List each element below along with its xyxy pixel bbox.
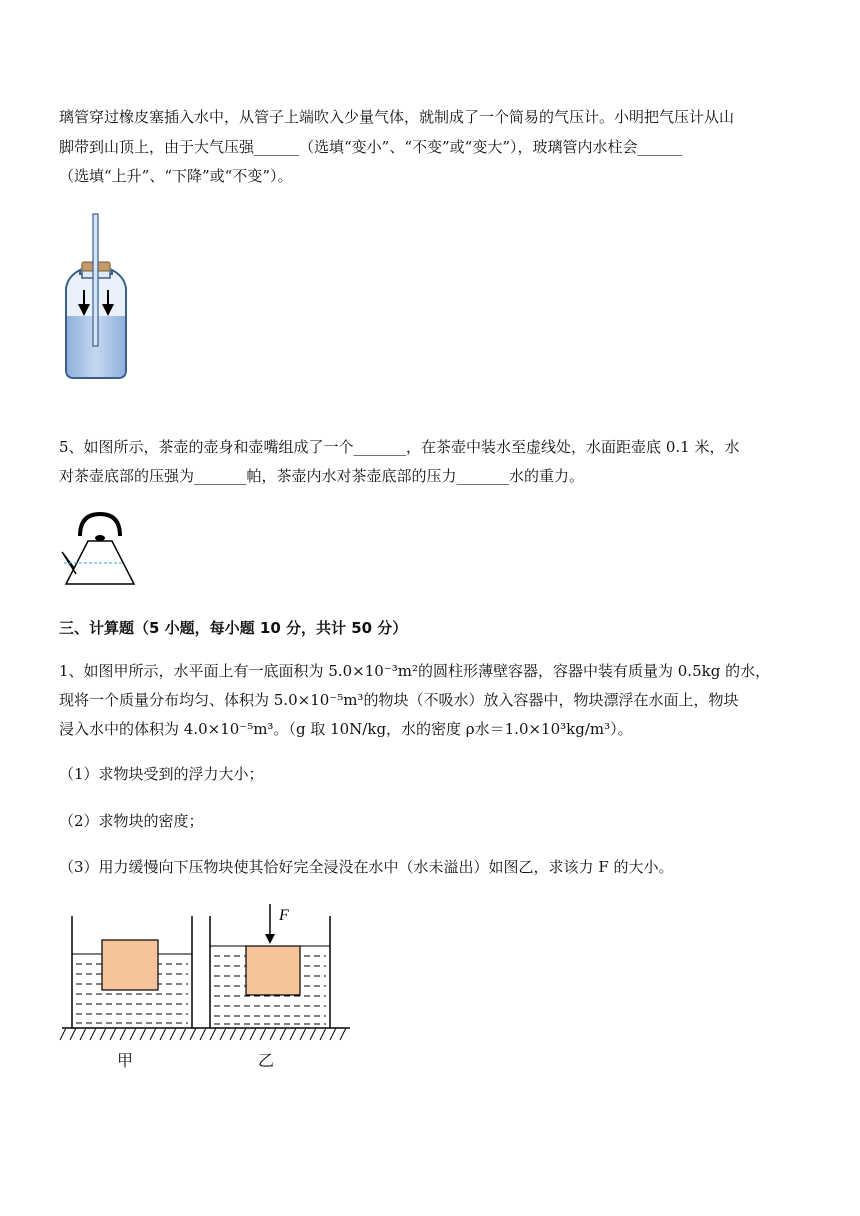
- section-3-heading: 三、计算题（5 小题，每小题 10 分，共计 50 分）: [59, 619, 408, 637]
- floating-block: [102, 940, 158, 990]
- q5-line-2: 对茶壶底部的压强为_______帕，茶壶内水对茶壶底部的压力_______水的重力。: [59, 467, 585, 485]
- calc1-sub-2: （2）求物块的密度；: [59, 812, 204, 830]
- q5-line-1: 5、如图所示，茶壶的壶身和壶嘴组成了一个_______，在茶壶中装水至虚线处，水面距壶底 0.1 米，水: [59, 438, 740, 456]
- calc1-line-1: 1、如图甲所示，水平面上有一底面积为 5.0×10⁻³m²的圆柱形薄壁容器，容器中装有质量为 0.5kg 的水，: [59, 662, 771, 680]
- q4-line-3: （选填“上升”、“下降”或“不变”）。: [59, 167, 293, 185]
- container-jia: [72, 916, 192, 1028]
- calc1-sub-1: （1）求物块受到的浮力大小；: [59, 765, 264, 783]
- submerged-block: [246, 946, 300, 995]
- figure-label-yi: 乙: [258, 1051, 275, 1070]
- ground-hatching: [60, 1028, 346, 1040]
- figure-label-jia: 甲: [117, 1051, 134, 1070]
- barometer-bottle-figure: [58, 210, 134, 382]
- container-figures: [58, 900, 358, 1046]
- calc1-line-3: 浸入水中的体积为 4.0×10⁻⁵m³。（g 取 10N/kg，水的密度 ρ水＝1.0×10³kg/m³）。: [59, 720, 633, 738]
- force-label: F: [279, 907, 289, 924]
- calc1-line-2: 现将一个质量分布均匀、体积为 5.0×10⁻⁵m³的物块（不吸水）放入容器中，物块漂浮在水面上，物块: [59, 691, 739, 709]
- container-yi: [210, 904, 330, 1028]
- calc1-sub-3: （3）用力缓慢向下压物块使其恰好完全浸没在水中（水未溢出）如图乙，求该力 F 的大小。: [59, 858, 674, 876]
- q4-line-1: 璃管穿过橡皮塞插入水中，从管子上端吹入少量气体，就制成了一个简易的气压计。小明把气压计从山: [59, 108, 735, 126]
- teapot-figure: [58, 508, 142, 590]
- q4-line-2: 脚带到山顶上，由于大气压强______（选填“变小”、“不变”或“变大”），玻璃管内水柱会______: [59, 138, 683, 156]
